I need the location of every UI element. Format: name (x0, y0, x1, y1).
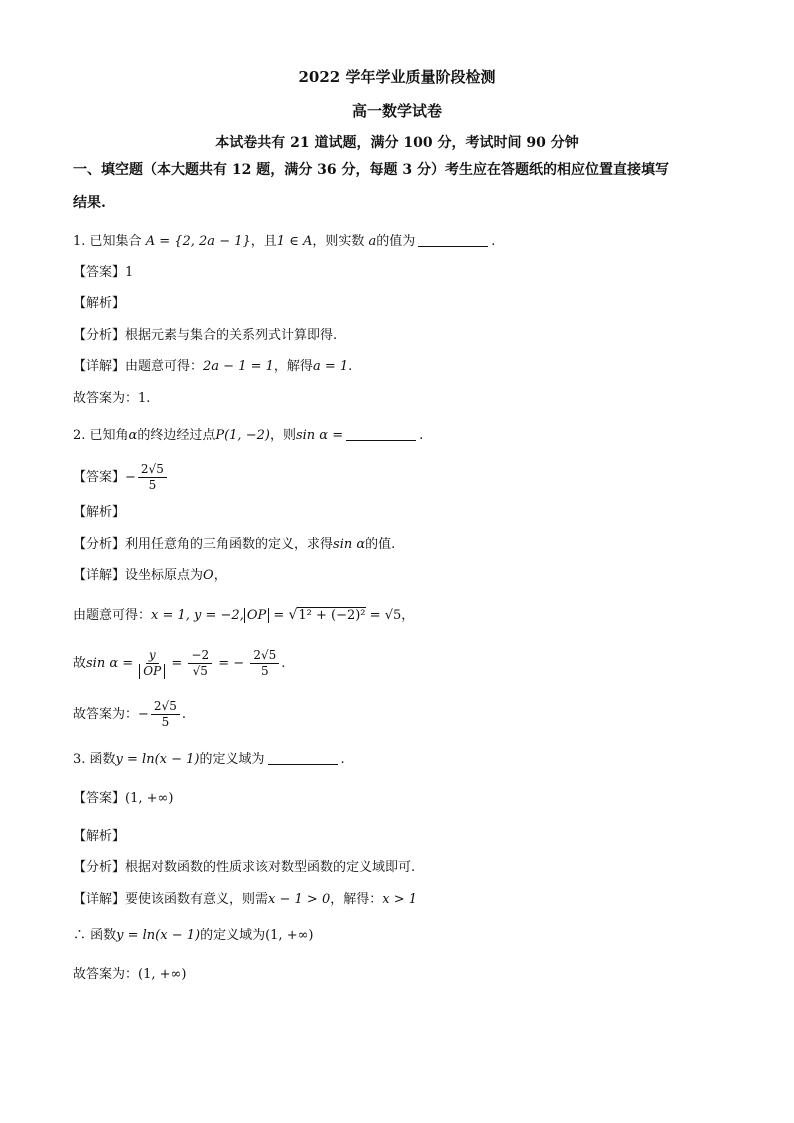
q2-detail3-end: . (281, 656, 286, 671)
q3-final-pre: 故答案为： (73, 967, 139, 982)
detail-tag: 【详解】 (73, 568, 126, 583)
q3-therefore-mid: 的定义域为 (200, 928, 266, 943)
q2-mid: 的终边经过点 (137, 428, 216, 443)
q3-answer-line (73, 790, 173, 808)
q3-therefore-res: (1, +∞) (265, 928, 314, 943)
q1-fenxi-line (73, 327, 337, 345)
q3-final-res: (1, +∞) (138, 967, 187, 982)
q2-final-den: 5 (161, 715, 170, 729)
q3-detail-line (73, 891, 417, 909)
q2-detail3-pre: 故 (73, 656, 87, 671)
q1-answer-blank (418, 232, 488, 247)
q3-detail-res: x > 1 (382, 892, 418, 907)
q1-post: ，则实数 (312, 234, 365, 249)
q3-detail-pre: 要使该函数有意义，则需 (125, 892, 269, 907)
q2-detail3-frac1 (139, 648, 165, 679)
q2-answer-fraction (138, 462, 167, 493)
q1-var: a (368, 234, 377, 249)
q2-detail3-y: y (146, 648, 159, 664)
q1-detail-pre: 由题意可得： (125, 359, 204, 374)
question-1 (73, 232, 495, 251)
q3-final-line (73, 966, 186, 984)
q3-fenxi: 根据对数函数的性质求该对数型函数的定义域即可. (125, 860, 416, 875)
q3-therefore-func: y = ln(x − 1) (116, 928, 201, 943)
answer-tag: 【答案】 (73, 791, 126, 806)
q2-detail3-line (73, 644, 285, 684)
q3-fenxi-line (73, 859, 415, 877)
q3-func: y = ln(x − 1) (115, 752, 200, 767)
q2-final-end: . (181, 707, 186, 722)
fenxi-tag: 【分析】 (73, 537, 126, 552)
q1-mid: ，且 (250, 234, 277, 249)
q3-end: . (340, 752, 345, 767)
q1-answer-line (73, 264, 133, 282)
q1-end: . (491, 234, 496, 249)
q2-detail2-op: OP (244, 608, 269, 623)
q2-answer-sign: − (125, 470, 136, 485)
q2-detail2-eq2: = (273, 608, 285, 623)
sqrt-icon: √ (288, 607, 298, 623)
question-2 (73, 426, 423, 445)
q2-detail1-pre: 设坐标原点为 (125, 568, 204, 583)
q1-set: A = {2, 2a − 1} (145, 234, 251, 249)
q1-detail-end: . (348, 359, 353, 374)
q3-detail-cond: x − 1 > 0 (268, 892, 331, 907)
q2-analysis-line (73, 504, 125, 522)
q3-answer-blank (268, 750, 338, 765)
section-heading-line2: 结果. (73, 195, 106, 211)
q2-final-pre: 故答案为： (73, 707, 139, 722)
q2-detail2-end: ， (401, 608, 415, 623)
q2-detail2-line (73, 604, 414, 627)
q2-post: ，则 (269, 428, 296, 443)
fenxi-tag: 【分析】 (73, 328, 126, 343)
q2-detail3-neg: = − (218, 656, 245, 671)
detail-tag: 【详解】 (73, 892, 126, 907)
q2-detail3-eq: = (171, 656, 183, 671)
q2-detail3-frac3 (250, 648, 279, 679)
q1-analysis-line (73, 295, 125, 313)
answer-tag: 【答案】 (73, 265, 126, 280)
q1-condition: 1 ∈ A (276, 234, 313, 249)
q1-post2: 的值为 (376, 234, 416, 249)
q2-point: P(1, −2) (215, 428, 270, 443)
q2-detail1-end: ， (213, 568, 227, 583)
exam-info: 本试卷共有 21 道试题，满分 100 分，考试时间 90 分钟 (215, 135, 579, 151)
q2-detail3-op: OP (139, 664, 165, 679)
q1-detail-line (73, 358, 352, 376)
q2-fenxi: 利用任意角的三角函数的定义，求得 (125, 537, 334, 552)
q3-therefore: ∴ 函数 (73, 928, 117, 943)
q2-final-sign: − (138, 707, 149, 722)
q2-fenxi-end: 的值. (365, 537, 396, 552)
q2-final-num: 2√5 (151, 699, 180, 715)
q3-detail-mid: ，解得： (330, 892, 383, 907)
q2-final-line (73, 698, 186, 732)
q1-prefix: 1. 已知集合 (73, 234, 142, 249)
q2-answer-num: 2√5 (138, 462, 167, 478)
q1-answer: 1 (125, 265, 134, 280)
q2-detail1-o: O (203, 568, 214, 583)
question-3 (73, 750, 345, 769)
q2-detail3-num: 2√5 (250, 648, 279, 664)
analysis-tag: 【解析】 (73, 505, 126, 520)
answer-tag: 【答案】 (73, 470, 126, 485)
q3-therefore-line (73, 927, 314, 945)
q2-detail3-sin: sin α = (86, 656, 134, 671)
q2-detail1-line (73, 567, 227, 585)
q2-detail2-res: = √5 (369, 608, 402, 623)
q2-prefix: 2. 已知角 (73, 428, 129, 443)
analysis-tag: 【解析】 (73, 829, 126, 844)
q2-detail2-root: 1² + (−2)² (298, 608, 366, 623)
q3-post: 的定义域为 (199, 752, 265, 767)
q2-fenxi-expr: sin α (333, 537, 366, 552)
q2-detail2-pre: 由题意可得： (73, 608, 152, 623)
q2-end: . (419, 428, 424, 443)
q2-detail3-frac2 (188, 648, 212, 679)
q3-prefix: 3. 函数 (73, 752, 116, 767)
q1-final: 故答案为：1. (73, 391, 151, 406)
q2-answer-den: 5 (148, 478, 157, 492)
q2-detail3-r5: √5 (192, 664, 208, 678)
q2-final-fraction (151, 699, 180, 730)
analysis-tag: 【解析】 (73, 296, 126, 311)
q1-fenxi: 根据元素与集合的关系列式计算即得. (125, 328, 338, 343)
q2-detail3-den: 5 (260, 664, 269, 678)
q2-sin: sin α = (295, 428, 344, 443)
q3-analysis-line (73, 828, 125, 846)
fenxi-tag: 【分析】 (73, 860, 126, 875)
q2-answer-blank (346, 426, 416, 441)
q2-detail2-eq: x = 1, y = −2, (151, 608, 244, 623)
q1-detail-eq: 2a − 1 = 1 (203, 359, 274, 374)
q2-fenxi-line (73, 536, 395, 554)
q2-answer-line (73, 462, 169, 493)
q2-detail3-m2: −2 (188, 648, 212, 664)
detail-tag: 【详解】 (73, 359, 126, 374)
section-heading-line1: 一、填空题（本大题共有 12 题，满分 36 分，每题 3 分）考生应在答题纸的相应位置直接填写 (73, 162, 669, 178)
q2-alpha: α (128, 428, 138, 443)
q3-answer: (1, +∞) (125, 791, 174, 806)
exam-title: 2022 学年学业质量阶段检测 (298, 68, 496, 86)
q1-detail-res: a = 1 (312, 359, 349, 374)
exam-subtitle: 高一数学试卷 (351, 102, 442, 120)
q1-detail-mid: ，解得 (273, 359, 313, 374)
